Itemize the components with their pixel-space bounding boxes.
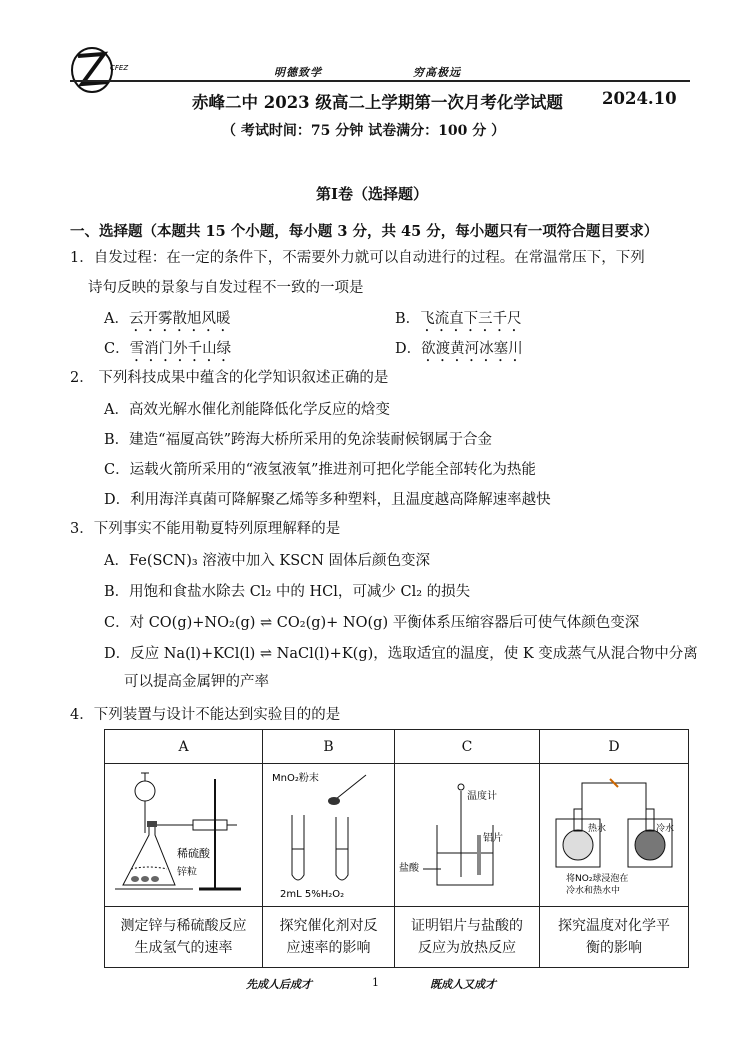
label-no2-note-1: 将NO₂球浸泡在 bbox=[566, 874, 629, 884]
q4-caption-d: 探究温度对化学平 衡的影响 bbox=[540, 907, 689, 968]
q1-option-b: B．飞流直下三千尺 bbox=[395, 311, 522, 327]
q4-header-d: D bbox=[540, 730, 689, 764]
q2-option-b: B．建造“福厦高铁”跨海大桥所采用的免涂装耐候钢属于合金 bbox=[104, 432, 492, 448]
label-hot-water: 热水 bbox=[588, 824, 607, 834]
q4-stem: 4．下列装置与设计不能达到实验目的的是 bbox=[70, 707, 341, 723]
q3-option-b: B．用饱和食盐水除去 Cl₂ 中的 HCl，可减少 Cl₂ 的损失 bbox=[104, 584, 471, 600]
beaker-thermometer-apparatus bbox=[397, 765, 537, 901]
label-h2o2-solution: 2mL 5%H₂O₂ bbox=[279, 889, 344, 900]
flask-syringe-apparatus bbox=[109, 765, 259, 901]
volume-title: 第Ⅰ卷（选择题） bbox=[316, 185, 429, 203]
footer-right: 既成人又成才 bbox=[430, 978, 496, 991]
q4-figure-b bbox=[263, 764, 395, 907]
q4-figure-c bbox=[395, 764, 540, 907]
q4-header-b: B bbox=[263, 730, 395, 764]
q4-apparatus-table bbox=[104, 729, 689, 968]
label-mno2-powder: MnO₂粉末 bbox=[271, 773, 319, 784]
q4-caption-a: 测定锌与稀硫酸反应 生成氢气的速率 bbox=[105, 907, 263, 968]
footer-page-number: 1 bbox=[372, 976, 379, 989]
label-no2-note-2: 冷水和热水中 bbox=[566, 886, 621, 896]
q4-figure-a bbox=[105, 764, 263, 907]
header-motto-left: 明德致学 bbox=[274, 66, 322, 79]
q2-stem: 2． 下列科技成果中蕴含的化学知识叙述正确的是 bbox=[70, 370, 389, 386]
q1-stem-line1: 1．自发过程：在一定的条件下，不需要外力就可以自动进行的过程。在常温常压下，下列 bbox=[70, 250, 645, 266]
label-thermometer: 温度计 bbox=[467, 791, 497, 802]
exam-subtitle: （ 考试时间：75 分钟 试卷满分：100 分 ） bbox=[222, 123, 506, 139]
q4-header-c: C bbox=[395, 730, 540, 764]
exam-title: 赤峰二中 2023 级高二上学期第一次月考化学试题 bbox=[192, 93, 563, 112]
q2-option-a: A．高效光解水催化剂能降低化学反应的焓变 bbox=[104, 402, 390, 418]
q3-option-a: A．Fe(SCN)₃ 溶液中加入 KSCN 固体后颜色变深 bbox=[104, 553, 431, 569]
q4-caption-b: 探究催化剂对反 应速率的影响 bbox=[263, 907, 395, 968]
exam-date: 2024.10 bbox=[602, 89, 677, 108]
test-tubes-apparatus bbox=[266, 765, 392, 901]
label-aluminum-sheet: 铝片 bbox=[483, 833, 503, 844]
q2-option-d: D．利用海洋真菌可降解聚乙烯等多种塑料，且温度越高降解速率越快 bbox=[104, 492, 551, 508]
q4-header-a: A bbox=[105, 730, 263, 764]
q1-option-c: C．雪消门外千山绿 bbox=[104, 341, 232, 357]
q3-option-d-line2: 可以提高金属钾的产率 bbox=[124, 674, 269, 690]
q4-caption-c: 证明铝片与盐酸的 反应为放热反应 bbox=[395, 907, 540, 968]
q3-option-c: C．对 CO(g)+NO₂(g) ⇌ CO₂(g)+ NO(g) 平衡体系压缩容器后可使气体颜色变深 bbox=[104, 615, 640, 631]
q4-figure-d bbox=[540, 764, 689, 907]
footer-left: 先成人后成才 bbox=[246, 978, 312, 991]
q1-option-a: A．云开雾散旭风暖 bbox=[104, 311, 231, 327]
header-motto-right: 穷高极远 bbox=[413, 66, 461, 79]
q1-option-d: D．欲渡黄河冰塞川 bbox=[395, 341, 523, 357]
q3-option-d-line1: D．反应 Na(l)+KCl(l) ⇌ NaCl(l)+K(g)，选取适宜的温度，使 K 变成蒸气从混合物中分离 bbox=[104, 646, 698, 662]
q1-stem-line2: 诗句反映的景象与自发过程不一致的一项是 bbox=[88, 280, 364, 296]
label-hydrochloric-acid: 盐酸 bbox=[399, 863, 419, 874]
label-zinc-granules: 锌粒 bbox=[176, 867, 197, 878]
school-logo bbox=[70, 44, 132, 96]
label-dilute-sulfuric-acid: 稀硫酸 bbox=[176, 847, 210, 860]
logo-text: CFEZ bbox=[110, 64, 129, 72]
q2-option-c: C．运载火箭所采用的“液氢液氧”推进剂可把化学能全部转化为热能 bbox=[104, 462, 536, 478]
q3-stem: 3．下列事实不能用勒夏特列原理解释的是 bbox=[70, 521, 341, 537]
label-cold-water: 冷水 bbox=[656, 824, 675, 834]
no2-flask-apparatus bbox=[542, 765, 686, 901]
header-divider bbox=[70, 80, 690, 82]
section-heading: 一、选择题（本题共 15 个小题，每小题 3 分，共 45 分，每小题只有一项符合题目要求） bbox=[70, 223, 659, 240]
